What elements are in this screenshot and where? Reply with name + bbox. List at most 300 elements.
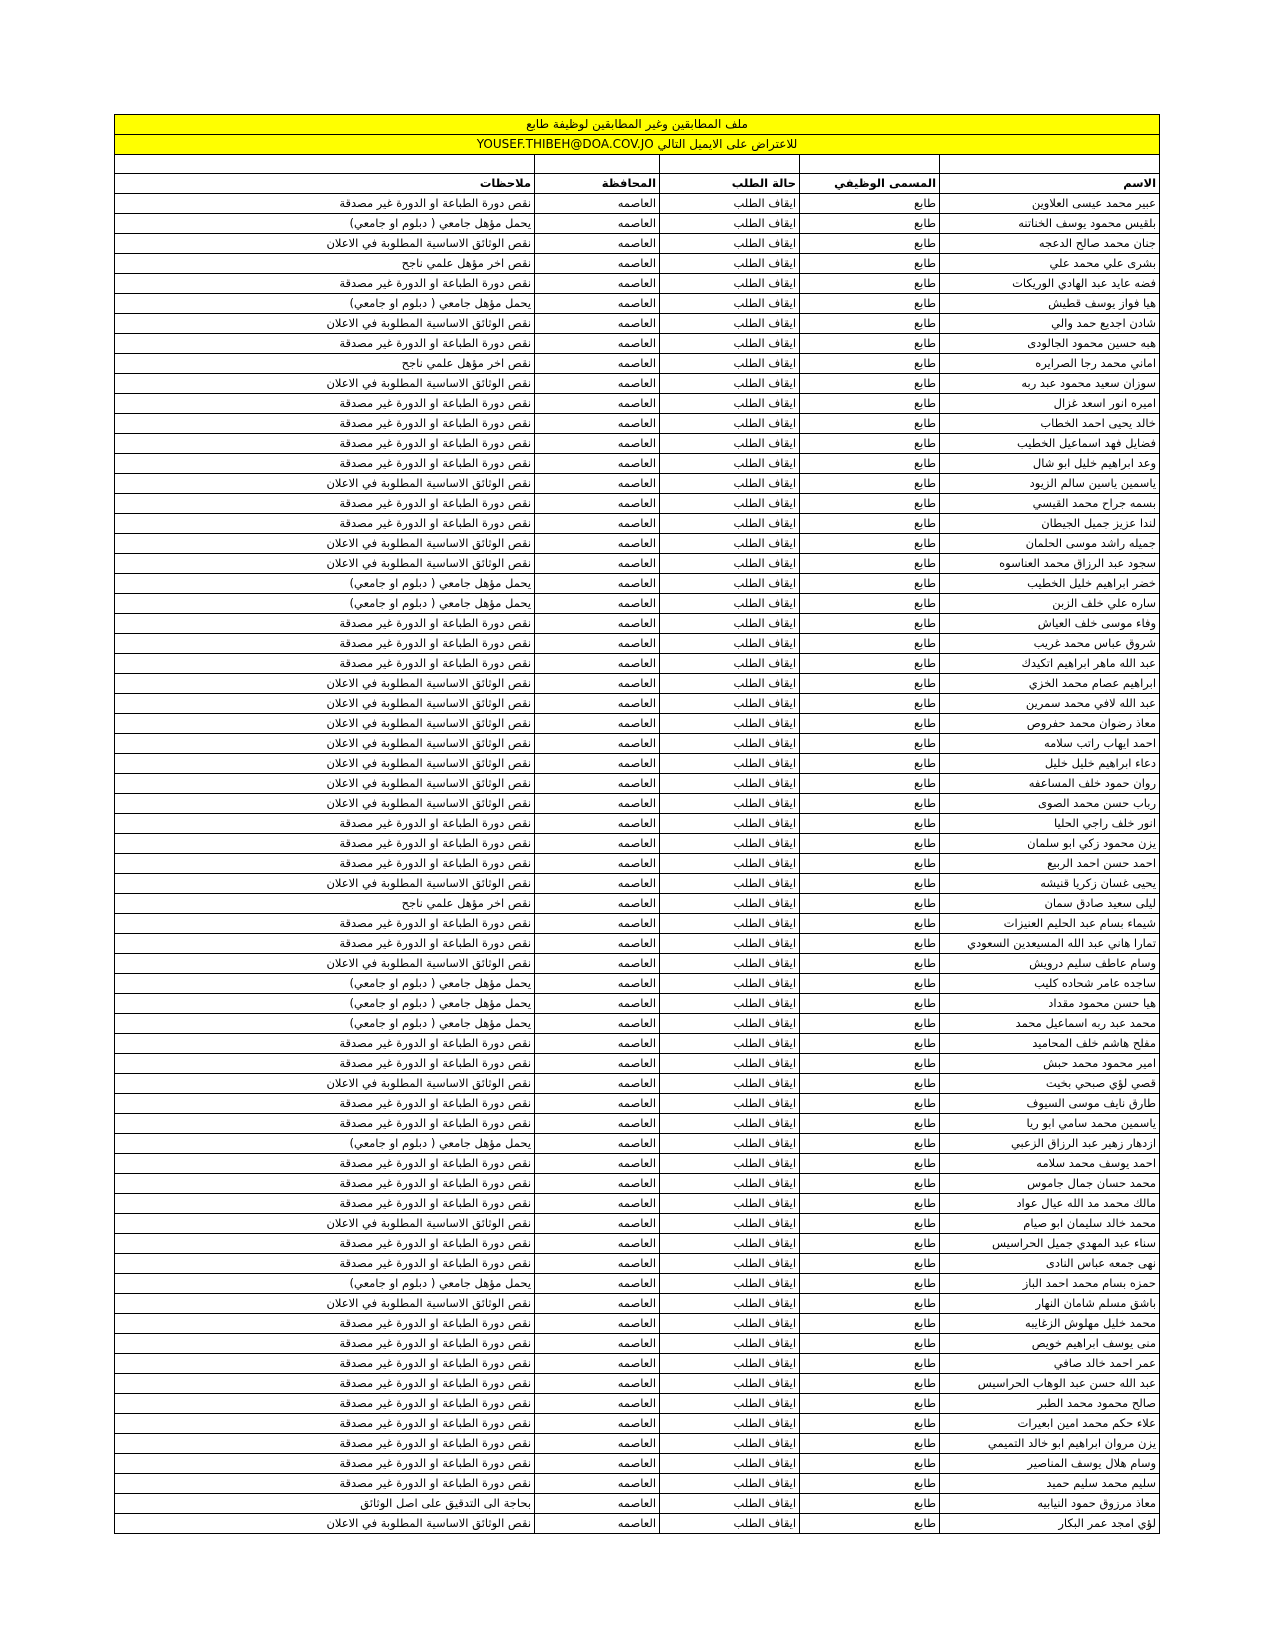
job-title-cell: طابع xyxy=(800,834,940,854)
job-title-cell: طابع xyxy=(800,1114,940,1134)
table-row xyxy=(115,994,1160,1014)
name-cell: ساجده عامر شحاده كليب xyxy=(940,974,1160,994)
job-title-cell: طابع xyxy=(800,1354,940,1374)
governorate-cell: العاصمه xyxy=(535,874,660,894)
name-cell: طارق نايف موسى السيوف xyxy=(940,1094,1160,1114)
table-row xyxy=(115,1154,1160,1174)
table-row xyxy=(115,254,1160,274)
name-cell: ياسمين ياسين سالم الزيود xyxy=(940,474,1160,494)
table-row xyxy=(115,1454,1160,1474)
job-title-cell: طابع xyxy=(800,494,940,514)
table-row xyxy=(115,894,1160,914)
notes-cell: نقص دورة الطباعة او الدورة غير مصدقة xyxy=(115,1254,535,1274)
governorate-cell: العاصمه xyxy=(535,654,660,674)
name-cell: تمارا هاني عبد الله المسيعدين السعودي xyxy=(940,934,1160,954)
table-row xyxy=(115,794,1160,814)
job-title-cell: طابع xyxy=(800,354,940,374)
status-cell: ايقاف الطلب xyxy=(660,1014,800,1034)
name-cell: شادن اجديع حمد والي xyxy=(940,314,1160,334)
job-title-cell: طابع xyxy=(800,1254,940,1274)
table-row xyxy=(115,694,1160,714)
notes-cell: نقص الوثائق الاساسية المطلوبة في الاعلان xyxy=(115,374,535,394)
governorate-cell: العاصمه xyxy=(535,294,660,314)
notes-cell: نقص دورة الطباعة او الدورة غير مصدقة xyxy=(115,1114,535,1134)
status-cell: ايقاف الطلب xyxy=(660,514,800,534)
notes-cell: نقص الوثائق الاساسية المطلوبة في الاعلان xyxy=(115,694,535,714)
governorate-cell: العاصمه xyxy=(535,1094,660,1114)
sheet-title: ملف المطابقين وغير المطابقين لوظيفة طابع xyxy=(115,115,1160,135)
status-cell: ايقاف الطلب xyxy=(660,1474,800,1494)
governorate-cell: العاصمه xyxy=(535,1114,660,1134)
notes-cell: يحمل مؤهل جامعي ( دبلوم او جامعي) xyxy=(115,294,535,314)
job-title-cell: طابع xyxy=(800,874,940,894)
notes-cell: نقص دورة الطباعة او الدورة غير مصدقة xyxy=(115,1054,535,1074)
table-row xyxy=(115,1354,1160,1374)
table-row xyxy=(115,1074,1160,1094)
table-row xyxy=(115,1134,1160,1154)
governorate-cell: العاصمه xyxy=(535,354,660,374)
governorate-cell: العاصمه xyxy=(535,734,660,754)
name-cell: قصي لؤي صبحي بخيت xyxy=(940,1074,1160,1094)
table-row xyxy=(115,1054,1160,1074)
notes-cell: نقص دورة الطباعة او الدورة غير مصدقة xyxy=(115,494,535,514)
table-row xyxy=(115,1174,1160,1194)
job-title-cell: طابع xyxy=(800,654,940,674)
status-cell: ايقاف الطلب xyxy=(660,754,800,774)
table-row xyxy=(115,1334,1160,1354)
status-cell: ايقاف الطلب xyxy=(660,1054,800,1074)
governorate-cell: العاصمه xyxy=(535,534,660,554)
job-title-cell: طابع xyxy=(800,1394,940,1414)
name-cell: بلقيس محمود يوسف الخناتنه xyxy=(940,214,1160,234)
notes-cell: نقص دورة الطباعة او الدورة غير مصدقة xyxy=(115,1174,535,1194)
governorate-cell: العاصمه xyxy=(535,1034,660,1054)
notes-cell: نقص الوثائق الاساسية المطلوبة في الاعلان xyxy=(115,1514,535,1534)
notes-cell: نقص الوثائق الاساسية المطلوبة في الاعلان xyxy=(115,674,535,694)
job-title-cell: طابع xyxy=(800,914,940,934)
status-cell: ايقاف الطلب xyxy=(660,1154,800,1174)
status-cell: ايقاف الطلب xyxy=(660,634,800,654)
governorate-cell: العاصمه xyxy=(535,1254,660,1274)
name-cell: ابراهيم عصام محمد الخزي xyxy=(940,674,1160,694)
name-cell: وعد ابراهيم خليل ابو شال xyxy=(940,454,1160,474)
name-cell: احمد يوسف محمد سلامه xyxy=(940,1154,1160,1174)
job-title-cell: طابع xyxy=(800,894,940,914)
notes-cell: يحمل مؤهل جامعي ( دبلوم او جامعي) xyxy=(115,994,535,1014)
name-cell: ساره علي خلف الزبن xyxy=(940,594,1160,614)
name-cell: وسام عاطف سليم درويش xyxy=(940,954,1160,974)
governorate-cell: العاصمه xyxy=(535,254,660,274)
table-row xyxy=(115,274,1160,294)
job-title-cell: طابع xyxy=(800,1214,940,1234)
job-title-cell: طابع xyxy=(800,1074,940,1094)
name-cell: اميره انور اسعد غزال xyxy=(940,394,1160,414)
notes-cell: نقص دورة الطباعة او الدورة غير مصدقة xyxy=(115,1334,535,1354)
job-title-cell: طابع xyxy=(800,554,940,574)
status-cell: ايقاف الطلب xyxy=(660,1254,800,1274)
table-row xyxy=(115,1234,1160,1254)
governorate-cell: العاصمه xyxy=(535,834,660,854)
table-row xyxy=(115,934,1160,954)
job-title-cell: طابع xyxy=(800,1334,940,1354)
table-row xyxy=(115,974,1160,994)
status-cell: ايقاف الطلب xyxy=(660,1114,800,1134)
status-cell: ايقاف الطلب xyxy=(660,394,800,414)
notes-cell: نقص الوثائق الاساسية المطلوبة في الاعلان xyxy=(115,714,535,734)
name-cell: شيماء بسام عبد الحليم العنيزات xyxy=(940,914,1160,934)
notes-cell: نقص دورة الطباعة او الدورة غير مصدقة xyxy=(115,914,535,934)
name-cell: ياسمين محمد سامي ابو ريا xyxy=(940,1114,1160,1134)
title-row xyxy=(115,115,1160,135)
status-cell: ايقاف الطلب xyxy=(660,954,800,974)
status-cell: ايقاف الطلب xyxy=(660,914,800,934)
name-cell: وفاء موسى خلف العياش xyxy=(940,614,1160,634)
table-row xyxy=(115,1214,1160,1234)
governorate-cell: العاصمه xyxy=(535,594,660,614)
job-title-cell: طابع xyxy=(800,1134,940,1154)
name-cell: بشرى علي محمد علي xyxy=(940,254,1160,274)
job-title-cell: طابع xyxy=(800,1014,940,1034)
job-title-cell: طابع xyxy=(800,1154,940,1174)
governorate-cell: العاصمه xyxy=(535,1074,660,1094)
status-cell: ايقاف الطلب xyxy=(660,1434,800,1454)
job-title-cell: طابع xyxy=(800,794,940,814)
job-title-cell: طابع xyxy=(800,1494,940,1514)
notes-cell: نقص دورة الطباعة او الدورة غير مصدقة xyxy=(115,394,535,414)
table-row xyxy=(115,374,1160,394)
name-cell: ليلى سعيد صادق سمان xyxy=(940,894,1160,914)
status-cell: ايقاف الطلب xyxy=(660,1074,800,1094)
table-row xyxy=(115,1474,1160,1494)
governorate-cell: العاصمه xyxy=(535,574,660,594)
notes-cell: نقص دورة الطباعة او الدورة غير مصدقة xyxy=(115,1474,535,1494)
job-title-cell: طابع xyxy=(800,1054,940,1074)
governorate-cell: العاصمه xyxy=(535,1514,660,1534)
name-cell: معاذ رضوان محمد حفروص xyxy=(940,714,1160,734)
notes-cell: نقص دورة الطباعة او الدورة غير مصدقة xyxy=(115,834,535,854)
table-row xyxy=(115,1194,1160,1214)
notes-cell: يحمل مؤهل جامعي ( دبلوم او جامعي) xyxy=(115,594,535,614)
name-cell: جنان محمد صالح الدعجه xyxy=(940,234,1160,254)
governorate-cell: العاصمه xyxy=(535,1014,660,1034)
job-title-cell: طابع xyxy=(800,1274,940,1294)
table-row xyxy=(115,814,1160,834)
job-title-cell: طابع xyxy=(800,1174,940,1194)
governorate-cell: العاصمه xyxy=(535,1314,660,1334)
status-cell: ايقاف الطلب xyxy=(660,974,800,994)
governorate-cell: العاصمه xyxy=(535,1274,660,1294)
governorate-cell: العاصمه xyxy=(535,1474,660,1494)
table-row xyxy=(115,634,1160,654)
job-title-cell: طابع xyxy=(800,1434,940,1454)
status-cell: ايقاف الطلب xyxy=(660,334,800,354)
status-cell: ايقاف الطلب xyxy=(660,1354,800,1374)
status-cell: ايقاف الطلب xyxy=(660,1174,800,1194)
job-title-cell: طابع xyxy=(800,314,940,334)
governorate-cell: العاصمه xyxy=(535,634,660,654)
table-row xyxy=(115,1494,1160,1514)
name-cell: امير محمود محمد حبش xyxy=(940,1054,1160,1074)
notes-cell: نقص دورة الطباعة او الدورة غير مصدقة xyxy=(115,1234,535,1254)
status-cell: ايقاف الطلب xyxy=(660,934,800,954)
table-row xyxy=(115,474,1160,494)
governorate-cell: العاصمه xyxy=(535,614,660,634)
job-title-cell: طابع xyxy=(800,854,940,874)
name-cell: سجود عبد الرزاق محمد العناسوه xyxy=(940,554,1160,574)
governorate-cell: العاصمه xyxy=(535,334,660,354)
table-row xyxy=(115,614,1160,634)
table-row xyxy=(115,214,1160,234)
notes-cell: نقص الوثائق الاساسية المطلوبة في الاعلان xyxy=(115,1214,535,1234)
job-title-cell: طابع xyxy=(800,954,940,974)
name-cell: اماني محمد رجا الصرايره xyxy=(940,354,1160,374)
governorate-cell: العاصمه xyxy=(535,1294,660,1314)
notes-cell: نقص دورة الطباعة او الدورة غير مصدقة xyxy=(115,514,535,534)
job-title-cell: طابع xyxy=(800,634,940,654)
table-row xyxy=(115,454,1160,474)
status-cell: ايقاف الطلب xyxy=(660,194,800,214)
status-cell: ايقاف الطلب xyxy=(660,1274,800,1294)
status-cell: ايقاف الطلب xyxy=(660,414,800,434)
name-cell: مالك محمد مد الله عيال عواد xyxy=(940,1194,1160,1214)
status-cell: ايقاف الطلب xyxy=(660,674,800,694)
notes-cell: نقص دورة الطباعة او الدورة غير مصدقة xyxy=(115,1454,535,1474)
notes-cell: نقص دورة الطباعة او الدورة غير مصدقة xyxy=(115,1154,535,1174)
table-row xyxy=(115,334,1160,354)
governorate-cell: العاصمه xyxy=(535,814,660,834)
table-row xyxy=(115,914,1160,934)
table-row xyxy=(115,294,1160,314)
notes-cell: نقص الوثائق الاساسية المطلوبة في الاعلان xyxy=(115,954,535,974)
governorate-cell: العاصمه xyxy=(535,674,660,694)
table-row xyxy=(115,1274,1160,1294)
job-title-cell: طابع xyxy=(800,734,940,754)
table-row xyxy=(115,1434,1160,1454)
governorate-cell: العاصمه xyxy=(535,714,660,734)
job-title-cell: طابع xyxy=(800,214,940,234)
job-title-cell: طابع xyxy=(800,294,940,314)
table-row xyxy=(115,1114,1160,1134)
name-cell: حمزه بسام محمد احمد الباز xyxy=(940,1274,1160,1294)
governorate-cell: العاصمه xyxy=(535,514,660,534)
table-row xyxy=(115,1394,1160,1414)
governorate-cell: العاصمه xyxy=(535,1134,660,1154)
notes-cell: يحمل مؤهل جامعي ( دبلوم او جامعي) xyxy=(115,1274,535,1294)
governorate-cell: العاصمه xyxy=(535,894,660,914)
status-cell: ايقاف الطلب xyxy=(660,874,800,894)
status-cell: ايقاف الطلب xyxy=(660,774,800,794)
job-title-cell: طابع xyxy=(800,194,940,214)
governorate-cell: العاصمه xyxy=(535,434,660,454)
job-title-cell: طابع xyxy=(800,1234,940,1254)
notes-cell: نقص دورة الطباعة او الدورة غير مصدقة xyxy=(115,334,535,354)
table-row xyxy=(115,354,1160,374)
notes-cell: يحمل مؤهل جامعي ( دبلوم او جامعي) xyxy=(115,214,535,234)
notes-cell: يحمل مؤهل جامعي ( دبلوم او جامعي) xyxy=(115,974,535,994)
status-cell: ايقاف الطلب xyxy=(660,1134,800,1154)
table-row xyxy=(115,594,1160,614)
table-row xyxy=(115,1094,1160,1114)
job-title-cell: طابع xyxy=(800,1414,940,1434)
governorate-cell: العاصمه xyxy=(535,1334,660,1354)
governorate-cell: العاصمه xyxy=(535,1494,660,1514)
status-cell: ايقاف الطلب xyxy=(660,1334,800,1354)
governorate-cell: العاصمه xyxy=(535,1414,660,1434)
status-cell: ايقاف الطلب xyxy=(660,1234,800,1254)
name-cell: لندا عزيز جميل الجيطان xyxy=(940,514,1160,534)
job-title-cell: طابع xyxy=(800,1314,940,1334)
governorate-cell: العاصمه xyxy=(535,494,660,514)
status-cell: ايقاف الطلب xyxy=(660,1394,800,1414)
name-cell: سليم محمد سليم حميد xyxy=(940,1474,1160,1494)
notes-cell: نقص دورة الطباعة او الدورة غير مصدقة xyxy=(115,634,535,654)
empty-cell xyxy=(800,155,940,174)
status-cell: ايقاف الطلب xyxy=(660,594,800,614)
governorate-cell: العاصمه xyxy=(535,1354,660,1374)
status-cell: ايقاف الطلب xyxy=(660,1314,800,1334)
governorate-cell: العاصمه xyxy=(535,1374,660,1394)
name-cell: روان حمود خلف المساعفه xyxy=(940,774,1160,794)
objection-row xyxy=(115,135,1160,155)
notes-cell: يحمل مؤهل جامعي ( دبلوم او جامعي) xyxy=(115,1014,535,1034)
empty-cell xyxy=(940,155,1160,174)
notes-cell: يحمل مؤهل جامعي ( دبلوم او جامعي) xyxy=(115,1134,535,1154)
governorate-cell: العاصمه xyxy=(535,1194,660,1214)
applicants-sheet xyxy=(114,114,1160,1534)
name-cell: محمد حسان جمال جاموس xyxy=(940,1174,1160,1194)
table-row xyxy=(115,674,1160,694)
notes-cell: نقص دورة الطباعة او الدورة غير مصدقة xyxy=(115,1374,535,1394)
job-title-cell: طابع xyxy=(800,814,940,834)
notes-cell: نقص الوثائق الاساسية المطلوبة في الاعلان xyxy=(115,234,535,254)
status-cell: ايقاف الطلب xyxy=(660,274,800,294)
name-cell: معاذ مرزوق حمود النيابيه xyxy=(940,1494,1160,1514)
name-cell: هيا حسن محمود مقداد xyxy=(940,994,1160,1014)
notes-cell: نقص الوثائق الاساسية المطلوبة في الاعلان xyxy=(115,1074,535,1094)
name-cell: فضايل فهد اسماعيل الخطيب xyxy=(940,434,1160,454)
header-name: الاسم xyxy=(940,174,1160,194)
job-title-cell: طابع xyxy=(800,594,940,614)
objection-email[interactable]: YOUSEF.THIBEH@DOA.COV.JO xyxy=(476,137,654,151)
governorate-cell: العاصمه xyxy=(535,414,660,434)
governorate-cell: العاصمه xyxy=(535,1214,660,1234)
governorate-cell: العاصمه xyxy=(535,1154,660,1174)
governorate-cell: العاصمه xyxy=(535,694,660,714)
governorate-cell: العاصمه xyxy=(535,214,660,234)
status-cell: ايقاف الطلب xyxy=(660,614,800,634)
notes-cell: نقص الوثائق الاساسية المطلوبة في الاعلان xyxy=(115,474,535,494)
governorate-cell: العاصمه xyxy=(535,774,660,794)
table-row xyxy=(115,494,1160,514)
table-row xyxy=(115,834,1160,854)
name-cell: هبه حسين محمود الجالودى xyxy=(940,334,1160,354)
table-row xyxy=(115,514,1160,534)
job-title-cell: طابع xyxy=(800,254,940,274)
objection-cell xyxy=(115,135,1160,155)
status-cell: ايقاف الطلب xyxy=(660,374,800,394)
status-cell: ايقاف الطلب xyxy=(660,794,800,814)
notes-cell: نقص دورة الطباعة او الدورة غير مصدقة xyxy=(115,1394,535,1414)
governorate-cell: العاصمه xyxy=(535,974,660,994)
table-row xyxy=(115,534,1160,554)
name-cell: يزن محمود زكي ابو سلمان xyxy=(940,834,1160,854)
table-row xyxy=(115,434,1160,454)
table-row xyxy=(115,874,1160,894)
job-title-cell: طابع xyxy=(800,1194,940,1214)
job-title-cell: طابع xyxy=(800,1514,940,1534)
name-cell: فضه عايد عبد الهادي الوريكات xyxy=(940,274,1160,294)
table-row xyxy=(115,654,1160,674)
status-cell: ايقاف الطلب xyxy=(660,834,800,854)
name-cell: خضر ابراهيم خليل الخطيب xyxy=(940,574,1160,594)
notes-cell: نقص اخر مؤهل علمي ناجح xyxy=(115,254,535,274)
table-row xyxy=(115,1034,1160,1054)
notes-cell: نقص دورة الطباعة او الدورة غير مصدقة xyxy=(115,614,535,634)
notes-cell: بحاجة الى التدقيق على اصل الوثائق xyxy=(115,1494,535,1514)
notes-cell: نقص دورة الطباعة او الدورة غير مصدقة xyxy=(115,854,535,874)
status-cell: ايقاف الطلب xyxy=(660,714,800,734)
notes-cell: نقص الوثائق الاساسية المطلوبة في الاعلان xyxy=(115,314,535,334)
notes-cell: نقص دورة الطباعة او الدورة غير مصدقة xyxy=(115,194,535,214)
table-row xyxy=(115,414,1160,434)
notes-cell: نقص الوثائق الاساسية المطلوبة في الاعلان xyxy=(115,734,535,754)
name-cell: عمر احمد خالد صافي xyxy=(940,1354,1160,1374)
job-title-cell: طابع xyxy=(800,274,940,294)
governorate-cell: العاصمه xyxy=(535,1234,660,1254)
status-cell: ايقاف الطلب xyxy=(660,434,800,454)
status-cell: ايقاف الطلب xyxy=(660,1414,800,1434)
job-title-cell: طابع xyxy=(800,1374,940,1394)
governorate-cell: العاصمه xyxy=(535,1174,660,1194)
job-title-cell: طابع xyxy=(800,714,940,734)
header-governorate: المحافظة xyxy=(535,174,660,194)
notes-cell: نقص دورة الطباعة او الدورة غير مصدقة xyxy=(115,654,535,674)
job-title-cell: طابع xyxy=(800,474,940,494)
job-title-cell: طابع xyxy=(800,754,940,774)
governorate-cell: العاصمه xyxy=(535,854,660,874)
table-row xyxy=(115,234,1160,254)
job-title-cell: طابع xyxy=(800,1094,940,1114)
job-title-cell: طابع xyxy=(800,574,940,594)
status-cell: ايقاف الطلب xyxy=(660,534,800,554)
status-cell: ايقاف الطلب xyxy=(660,554,800,574)
notes-cell: نقص اخر مؤهل علمي ناجح xyxy=(115,894,535,914)
status-cell: ايقاف الطلب xyxy=(660,1194,800,1214)
job-title-cell: طابع xyxy=(800,1294,940,1314)
job-title-cell: طابع xyxy=(800,534,940,554)
table-row xyxy=(115,1014,1160,1034)
status-cell: ايقاف الطلب xyxy=(660,574,800,594)
name-cell: عبير محمد عيسى العلاوين xyxy=(940,194,1160,214)
governorate-cell: العاصمه xyxy=(535,1454,660,1474)
status-cell: ايقاف الطلب xyxy=(660,694,800,714)
name-cell: مفلح هاشم خلف المحاميد xyxy=(940,1034,1160,1054)
notes-cell: نقص الوثائق الاساسية المطلوبة في الاعلان xyxy=(115,534,535,554)
table-row xyxy=(115,1294,1160,1314)
job-title-cell: طابع xyxy=(800,614,940,634)
name-cell: رباب حسن محمد الصوى xyxy=(940,794,1160,814)
status-cell: ايقاف الطلب xyxy=(660,234,800,254)
status-cell: ايقاف الطلب xyxy=(660,1034,800,1054)
status-cell: ايقاف الطلب xyxy=(660,354,800,374)
notes-cell: نقص دورة الطباعة او الدورة غير مصدقة xyxy=(115,1414,535,1434)
status-cell: ايقاف الطلب xyxy=(660,1214,800,1234)
governorate-cell: العاصمه xyxy=(535,274,660,294)
governorate-cell: العاصمه xyxy=(535,794,660,814)
job-title-cell: طابع xyxy=(800,774,940,794)
status-cell: ايقاف الطلب xyxy=(660,454,800,474)
status-cell: ايقاف الطلب xyxy=(660,654,800,674)
